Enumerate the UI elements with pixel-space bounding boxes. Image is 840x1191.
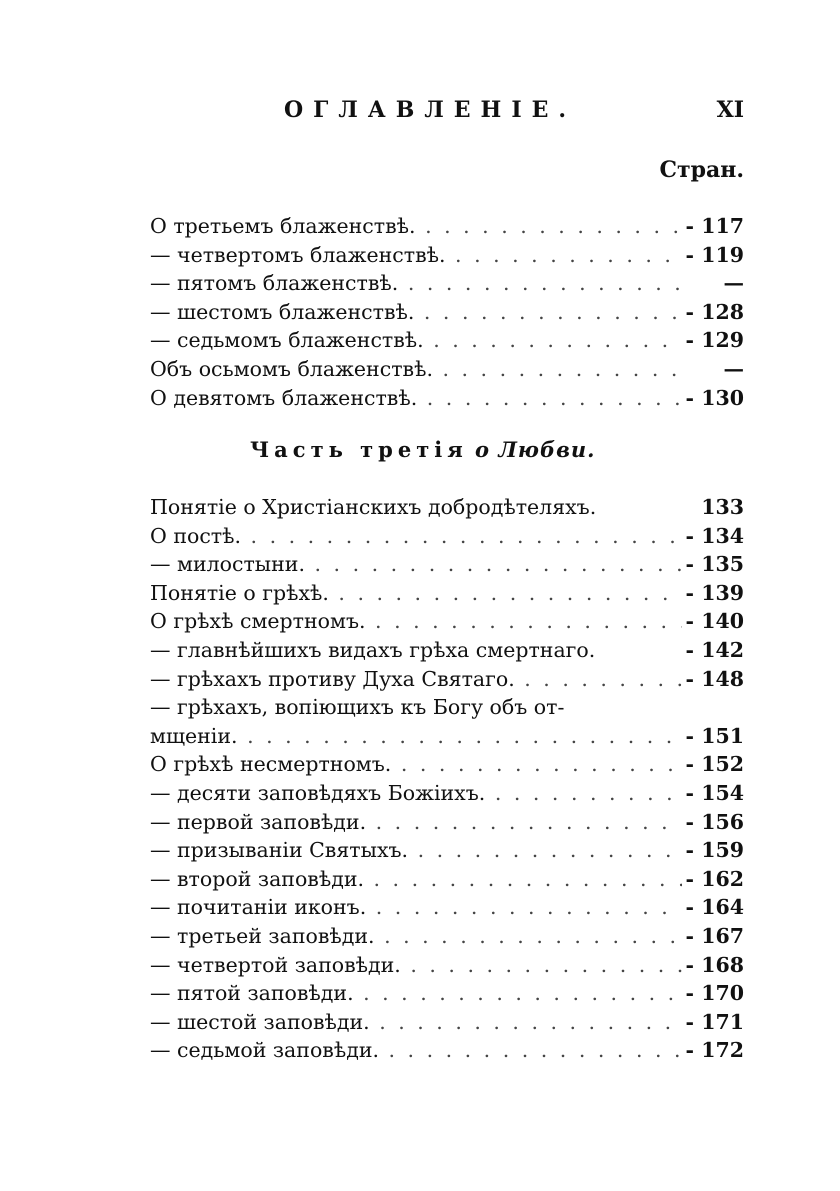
toc-entry-page: - 151 — [682, 722, 744, 751]
toc-entry — [150, 241, 744, 270]
running-title: ОГЛАВЛЕНІЕ. — [284, 97, 577, 123]
toc-entry-page: — — [723, 356, 744, 381]
toc-entry — [150, 893, 744, 922]
toc-entry-title: — третьей заповѣди. . . . — [150, 922, 682, 951]
toc-entry-page: - 164 — [682, 893, 744, 922]
toc-entry — [150, 779, 744, 808]
toc-entry — [150, 579, 744, 608]
toc-entry-page: - 135 — [682, 550, 744, 579]
toc-entry — [150, 693, 744, 722]
toc-entry-title: О грѣхѣ смертномъ. . . . — [150, 607, 682, 636]
part-heading-suffix: о Любви. — [475, 437, 596, 462]
toc-entry-title: — седьмой заповѣди. . . . — [150, 1036, 682, 1065]
toc-entry — [150, 808, 744, 837]
toc-entry — [150, 269, 744, 298]
toc-entry — [150, 326, 744, 355]
toc-entry — [150, 384, 744, 413]
toc-entry-page: - 128 — [682, 298, 744, 327]
toc-entry — [150, 355, 744, 384]
part-heading — [250, 437, 596, 462]
toc-entry-title: — пятомъ блаженствѣ. . . . — [150, 269, 682, 298]
toc-entry-page: - 156 — [682, 808, 744, 837]
toc-entry-title: О третьемъ блаженствѣ. . . . — [150, 212, 682, 241]
toc-entry — [150, 636, 744, 665]
toc-entry — [150, 865, 744, 894]
toc-entry-page: - 130 — [682, 384, 744, 413]
part-heading-prefix: Часть третія — [250, 437, 468, 462]
toc-entry-page: - 170 — [682, 979, 744, 1008]
toc-entry-title: О девятомъ блаженствѣ. . . . — [150, 384, 682, 413]
toc-entry-title: — четвертой заповѣди. . . . — [150, 951, 682, 980]
toc-entry-title: О грѣхѣ несмертномъ. . . . — [150, 750, 682, 779]
toc-entry — [150, 1036, 744, 1065]
toc-entry-title: — шестой заповѣди. . . . — [150, 1008, 682, 1037]
toc-entry — [150, 750, 744, 779]
toc-entry-title: — десяти заповѣдяхъ Божіихъ. . . . — [150, 779, 682, 808]
toc-entry-page: - 159 — [682, 836, 744, 865]
toc-entry-page: 133 — [701, 495, 744, 519]
toc-entry-title: — четвертомъ блаженствѣ. . . . — [150, 241, 682, 270]
toc-entry-page: - 117 — [682, 212, 744, 241]
toc-entry — [150, 493, 744, 522]
toc-entry-page: - 148 — [682, 665, 744, 694]
toc-entry — [150, 298, 744, 327]
toc-entry-page: - 119 — [682, 241, 744, 270]
toc-entry — [150, 607, 744, 636]
toc-entry-title: — милостыни. . . . — [150, 550, 682, 579]
toc-entry-title: — шестомъ блаженствѣ. . . . — [150, 298, 682, 327]
toc-entry-page: - 142 — [682, 636, 744, 665]
toc-entry-title: — грѣхахъ противу Духа Святаго. . . . — [150, 665, 682, 694]
toc-entry-title: Объ осьмомъ блаженствѣ. . . . — [150, 355, 682, 384]
toc-entry — [150, 836, 744, 865]
toc-entry-page: - 162 — [682, 865, 744, 894]
toc-entry — [150, 951, 744, 980]
toc-entry-title: — грѣхахъ, вопіющихъ къ Богу объ от- — [150, 695, 565, 720]
toc-entry-page: - 171 — [682, 1008, 744, 1037]
toc-entry — [150, 665, 744, 694]
toc-entry-page: - 167 — [682, 922, 744, 951]
toc-entry — [150, 212, 744, 241]
toc-entry-title: — седьмомъ блаженствѣ. . . . — [150, 326, 682, 355]
toc-entry-page: - 154 — [682, 779, 744, 808]
page-column-label: Стран. — [659, 157, 744, 183]
toc-entry — [150, 979, 744, 1008]
toc-entry-page: - 172 — [682, 1036, 744, 1065]
toc-entry-title: — первой заповѣди. . . . — [150, 808, 682, 837]
toc-entry — [150, 1008, 744, 1037]
toc-entry-title: — призываніи Святыхъ. . . . — [150, 836, 682, 865]
toc-entry-title: Понятіе о грѣхѣ. . . . — [150, 579, 682, 608]
toc-entry-page: - 139 — [682, 579, 744, 608]
toc-entry-page: - 129 — [682, 326, 744, 355]
toc-entry-title: О постѣ. . . . — [150, 522, 682, 551]
toc-entry — [150, 522, 744, 551]
toc-entry-page: - 140 — [682, 607, 744, 636]
toc-entry-page: — — [723, 271, 744, 296]
toc-entry-title: — главнѣйшихъ видахъ грѣха смертнаго. — [150, 637, 596, 662]
toc-entry-page: - 152 — [682, 750, 744, 779]
toc-entry-title: — почитаніи иконъ. . . . — [150, 893, 682, 922]
toc-entry-page: - 168 — [682, 951, 744, 980]
toc-entry — [150, 550, 744, 579]
toc-entry-title: — пятой заповѣди. . . . — [150, 979, 682, 1008]
toc-section-part-two-end — [150, 212, 744, 412]
toc-entry-page: - 134 — [682, 522, 744, 551]
toc-entry — [150, 922, 744, 951]
toc-section-part-three — [150, 493, 744, 1065]
toc-entry — [150, 722, 744, 751]
toc-entry-title: Понятіе о Христіанскихъ добродѣтеляхъ. — [150, 495, 597, 519]
toc-entry-title: — второй заповѣди. . . . — [150, 865, 682, 894]
toc-entry-title: мщеніи. . . . — [150, 722, 682, 751]
page-number: XI — [716, 97, 744, 123]
